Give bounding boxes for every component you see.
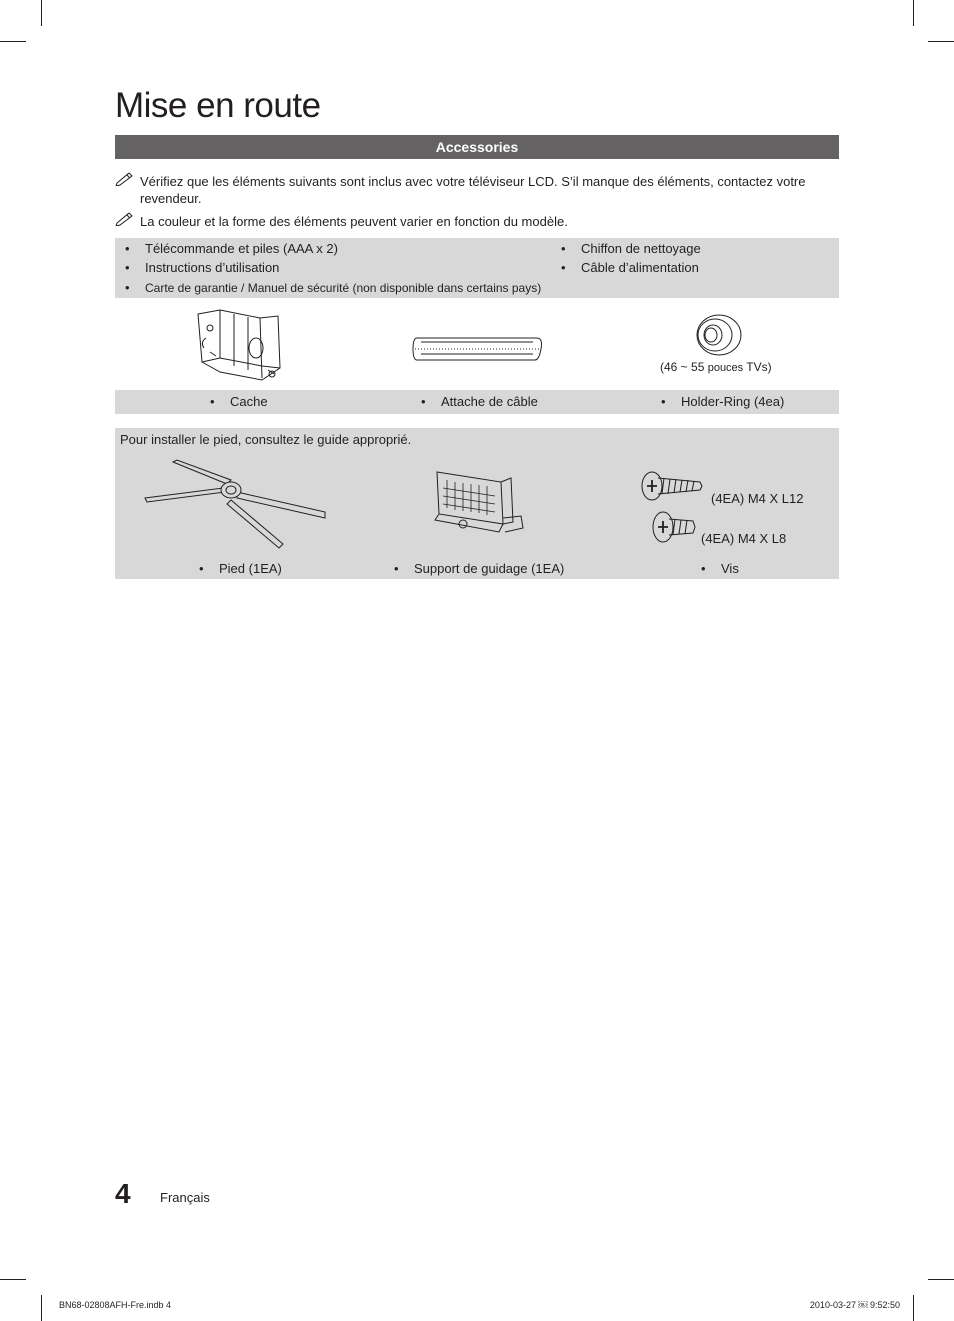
- crop-mark: [41, 1295, 42, 1321]
- screw-short-label: (4EA) M4 X L8: [701, 531, 787, 546]
- page-language: Français: [160, 1190, 210, 1205]
- size-range: (46 ~ 55: [660, 360, 708, 374]
- included-items-list: [115, 238, 839, 298]
- holder-ring-size-note: [660, 360, 772, 374]
- stand-base-icon: [143, 458, 329, 550]
- accessories-captions-row: [115, 390, 839, 414]
- screw-m4-l8-icon: [651, 510, 697, 544]
- pencil-note-icon: [115, 170, 135, 186]
- item-warranty: Carte de garantie / Manuel de sécurité (non disponible dans certains pays): [145, 281, 542, 295]
- cable-tie-icon: [411, 336, 543, 362]
- bullet-dot: •: [125, 241, 130, 256]
- crop-mark: [0, 1279, 26, 1280]
- note-text: La couleur et la forme des éléments peuvent varier en fonction du modèle.: [140, 214, 568, 229]
- stand-components-box: [115, 428, 839, 579]
- print-file-info: BN68-02808AFH-Fre.indb 4: [59, 1300, 172, 1310]
- crop-mark: [41, 0, 42, 26]
- section-header: Accessories: [115, 135, 839, 159]
- crop-mark: [0, 41, 26, 42]
- crop-mark: [928, 41, 954, 42]
- guide-stand-icon: [433, 468, 527, 538]
- cover-bottom-icon: [190, 308, 286, 384]
- size-suffix: TVs): [743, 360, 772, 374]
- bullet-dot: •: [125, 280, 130, 295]
- item-cloth: Chiffon de nettoyage: [581, 241, 701, 256]
- bullet-dot: •: [561, 260, 566, 275]
- crop-mark: [928, 1279, 954, 1280]
- item-power-cord: Câble d’alimentation: [581, 260, 699, 275]
- caption-screws: Vis: [721, 561, 739, 576]
- note-item: [115, 213, 839, 230]
- stand-instruction: Pour installer le pied, consultez le guide approprié.: [120, 432, 412, 447]
- screw-m4-l12-icon: [640, 470, 704, 502]
- bullet-dot: •: [199, 561, 204, 576]
- print-timestamp: 2010-03-27 ￼ 9:52:50: [809, 1300, 900, 1310]
- bullet-dot: •: [210, 394, 215, 409]
- pencil-note-icon: [115, 210, 135, 226]
- bullet-dot: •: [125, 260, 130, 275]
- bullet-dot: •: [701, 561, 706, 576]
- page-number: 4: [115, 1178, 131, 1209]
- item-manual: Instructions d’utilisation: [145, 260, 280, 275]
- caption-stand: Pied (1EA): [219, 561, 282, 576]
- caption-cover: Cache: [230, 394, 268, 409]
- note-text: Vérifiez que les éléments suivants sont inclus avec votre téléviseur LCD. S’il manque des éléments, contactez votre revendeur.: [140, 174, 806, 206]
- bullet-dot: •: [561, 241, 566, 256]
- note-item: [115, 173, 839, 207]
- accessories-images-row: [115, 298, 839, 390]
- caption-cable-tie: Attache de câble: [441, 394, 538, 409]
- size-unit: pouces: [707, 362, 744, 374]
- bullet-dot: •: [661, 394, 666, 409]
- item-remote: Télécommande et piles (AAA x 2): [145, 241, 338, 256]
- bullet-dot: •: [421, 394, 426, 409]
- bullet-dot: •: [394, 561, 399, 576]
- crop-mark: [913, 1295, 914, 1321]
- screw-long-label: (4EA) M4 X L12: [711, 491, 804, 506]
- crop-mark: [913, 0, 914, 26]
- caption-guide-stand: Support de guidage (1EA): [414, 561, 565, 576]
- caption-holder-ring: Holder-Ring (4ea): [681, 394, 785, 409]
- page-title: Mise en route: [115, 86, 321, 125]
- holder-ring-icon: [693, 312, 745, 358]
